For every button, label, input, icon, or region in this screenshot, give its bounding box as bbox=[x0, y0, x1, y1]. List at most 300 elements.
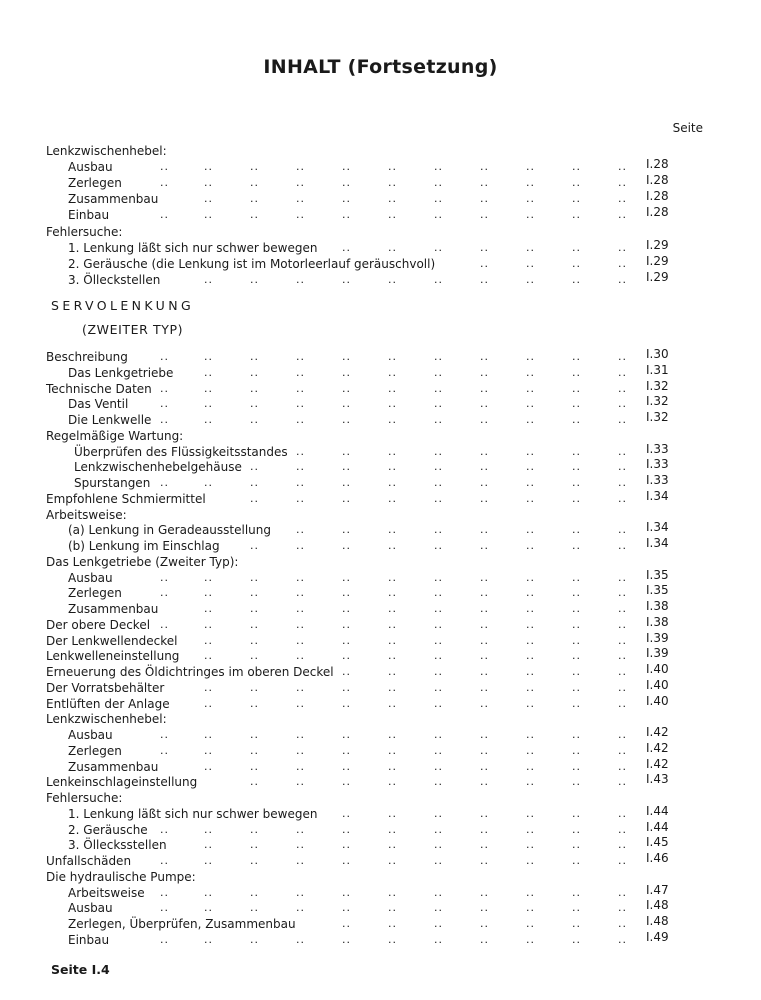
toc-entry-label: Unfallschäden bbox=[46, 854, 132, 868]
leader-dot: .. bbox=[434, 838, 443, 852]
leader-dot: .. bbox=[250, 460, 259, 474]
leader-dot: .. bbox=[342, 901, 351, 915]
toc-entry-label: Erneuerung des Öldichtringes im oberen Deckel bbox=[46, 665, 334, 679]
leader-dot: .. bbox=[250, 696, 259, 710]
leader-dot: .. bbox=[388, 413, 397, 426]
leader-dot: .. bbox=[526, 728, 535, 741]
leader-dot: .. bbox=[342, 728, 351, 741]
toc-page-number: I.40 bbox=[646, 677, 669, 692]
toc-entry-label: 1. Lenkung läßt sich nur schwer bewegen bbox=[68, 240, 318, 255]
leader-dot: .. bbox=[480, 381, 489, 395]
leader-dot: .. bbox=[572, 775, 581, 789]
leader-dot: .. bbox=[572, 256, 581, 270]
leader-dot: .. bbox=[434, 160, 443, 174]
leader-dot: .. bbox=[250, 822, 259, 836]
leader-dot: .. bbox=[572, 602, 581, 615]
leader-dot: .. bbox=[204, 476, 213, 489]
leader-dot: .. bbox=[342, 617, 351, 631]
toc-entry-label: Der obere Deckel bbox=[46, 617, 151, 632]
leader-dot: .. bbox=[618, 176, 627, 190]
leader-dot: .. bbox=[434, 854, 443, 867]
leader-dot: .. bbox=[204, 350, 213, 363]
leader-dot: .. bbox=[480, 822, 489, 836]
leader-dot: .. bbox=[250, 413, 259, 426]
leader-dot: .. bbox=[572, 649, 581, 663]
leader-dot: .. bbox=[572, 523, 581, 537]
leader-dot: .. bbox=[250, 932, 259, 946]
toc-page-number: I.32 bbox=[646, 378, 669, 393]
toc-entry-label: Lenkwelleneinstellung bbox=[46, 649, 180, 664]
leader-dot: .. bbox=[480, 539, 489, 552]
leader-dot: .. bbox=[160, 381, 169, 395]
leader-dot: .. bbox=[434, 460, 443, 474]
leader-dot: .. bbox=[160, 901, 169, 915]
toc-row bbox=[0, 853, 761, 869]
leader-dot: .. bbox=[572, 192, 581, 206]
leader-dot: .. bbox=[204, 413, 213, 426]
leader-dot: .. bbox=[250, 208, 259, 222]
leader-dot: .. bbox=[572, 240, 581, 254]
leader-dot: .. bbox=[572, 176, 581, 190]
leader-dot: .. bbox=[434, 680, 443, 694]
leader-dot: .. bbox=[296, 160, 305, 174]
leader-dot: .. bbox=[388, 649, 397, 663]
leader-dot: .. bbox=[434, 476, 443, 489]
leader-dot: .. bbox=[342, 806, 351, 820]
leader-dot: .. bbox=[434, 775, 443, 789]
leader-dot: .. bbox=[342, 208, 351, 222]
leader-dot: .. bbox=[388, 854, 397, 867]
leader-dot: .. bbox=[388, 208, 397, 222]
leader-dot: .. bbox=[388, 381, 397, 395]
leader-dot: .. bbox=[296, 838, 305, 852]
leader-dot: .. bbox=[296, 696, 305, 710]
leader-dot: .. bbox=[250, 491, 259, 505]
toc-entry-label: 2. Geräusche bbox=[68, 822, 148, 837]
toc-entry-label: Zerlegen, Überprüfen, Zusammenbau bbox=[68, 917, 296, 931]
leader-dot: .. bbox=[526, 413, 535, 426]
leader-dot: .. bbox=[434, 822, 443, 836]
toc-row bbox=[0, 774, 761, 790]
leader-dot: .. bbox=[160, 413, 169, 426]
leader-dot: .. bbox=[204, 617, 213, 631]
leader-dot: .. bbox=[296, 901, 305, 915]
leader-dot: .. bbox=[526, 256, 535, 270]
leader-dot: .. bbox=[618, 240, 627, 254]
leader-dot: .. bbox=[526, 602, 535, 615]
leader-dot: .. bbox=[250, 743, 259, 757]
leader-dot: .. bbox=[618, 901, 627, 915]
toc-page-number: I.28 bbox=[646, 189, 669, 204]
leader-dot: .. bbox=[250, 633, 259, 647]
leader-dot: .. bbox=[204, 901, 213, 915]
leader-dot: .. bbox=[388, 365, 397, 379]
leader-dot: .. bbox=[572, 854, 581, 867]
leader-dot: .. bbox=[480, 208, 489, 222]
toc-page-number: I.42 bbox=[646, 725, 669, 739]
leader-dot: .. bbox=[618, 838, 627, 852]
leader-dot: .. bbox=[160, 932, 169, 946]
leader-dot: .. bbox=[526, 397, 535, 411]
leader-dot: .. bbox=[480, 775, 489, 789]
leader-dot: .. bbox=[480, 680, 489, 694]
leader-dot: .. bbox=[434, 491, 443, 505]
leader-dot: .. bbox=[296, 932, 305, 946]
leader-dot: .. bbox=[618, 665, 627, 678]
leader-dot: .. bbox=[296, 649, 305, 663]
toc-entry-label: Lenkzwischenhebelgehäuse bbox=[74, 460, 242, 475]
leader-dot: .. bbox=[204, 649, 213, 663]
leader-dot: .. bbox=[204, 397, 213, 411]
leader-dot: .. bbox=[388, 192, 397, 206]
toc-row bbox=[0, 693, 761, 712]
leader-dot: .. bbox=[434, 176, 443, 190]
leader-dot: .. bbox=[342, 633, 351, 647]
leader-dot: .. bbox=[296, 728, 305, 741]
leader-dot: .. bbox=[250, 586, 259, 600]
leader-dot: .. bbox=[480, 838, 489, 852]
leader-dot: .. bbox=[526, 775, 535, 789]
toc-page-number: I.38 bbox=[646, 614, 669, 629]
leader-dot: .. bbox=[160, 176, 169, 190]
toc-entry-label: Zusammenbau bbox=[68, 192, 159, 207]
leader-dot: .. bbox=[342, 240, 351, 254]
leader-dot: .. bbox=[342, 539, 351, 552]
leader-dot: .. bbox=[618, 775, 627, 789]
leader-dot: .. bbox=[434, 649, 443, 663]
leader-dot: .. bbox=[250, 350, 259, 363]
leader-dot: .. bbox=[388, 775, 397, 789]
leader-dot: .. bbox=[480, 350, 489, 363]
leader-dot: .. bbox=[250, 649, 259, 663]
leader-dot: .. bbox=[526, 743, 535, 757]
leader-dot: .. bbox=[480, 160, 489, 174]
leader-dot: .. bbox=[480, 240, 489, 254]
leader-dot: .. bbox=[526, 523, 535, 537]
leader-dot: .. bbox=[342, 649, 351, 663]
leader-dot: .. bbox=[618, 696, 627, 710]
toc-entry-label: Die Lenkwelle bbox=[68, 413, 152, 427]
leader-dot: .. bbox=[388, 539, 397, 552]
leader-dot: .. bbox=[342, 381, 351, 395]
leader-dot: .. bbox=[480, 272, 489, 286]
toc-page-number: I.48 bbox=[646, 898, 669, 913]
leader-dot: .. bbox=[434, 617, 443, 631]
leader-dot: .. bbox=[526, 854, 535, 867]
leader-dot: .. bbox=[572, 617, 581, 631]
leader-dot: .. bbox=[572, 743, 581, 757]
leader-dot: .. bbox=[618, 192, 627, 206]
leader-dot: .. bbox=[480, 397, 489, 411]
leader-dot: .. bbox=[618, 397, 627, 411]
leader-dot: .. bbox=[572, 633, 581, 647]
leader-dot: .. bbox=[296, 350, 305, 363]
leader-dot: .. bbox=[434, 350, 443, 363]
leader-dot: .. bbox=[388, 586, 397, 600]
leader-dot: .. bbox=[388, 602, 397, 615]
page-title: INHALT (Fortsetzung) bbox=[263, 56, 498, 78]
leader-dot: .. bbox=[342, 696, 351, 710]
page-footer: Seite I.4 bbox=[51, 962, 110, 977]
toc-page-number: I.31 bbox=[646, 362, 669, 377]
toc-entry-label: Spurstangen bbox=[74, 476, 151, 490]
leader-dot: .. bbox=[618, 759, 627, 773]
leader-dot: .. bbox=[160, 350, 169, 363]
leader-dot: .. bbox=[204, 192, 213, 206]
leader-dot: .. bbox=[526, 633, 535, 647]
leader-dot: .. bbox=[618, 539, 627, 552]
leader-dot: .. bbox=[250, 838, 259, 852]
leader-dot: .. bbox=[342, 854, 351, 867]
toc-entry-label: Beschreibung bbox=[46, 350, 128, 364]
leader-dot: .. bbox=[480, 759, 489, 773]
toc-entry-label: Die hydraulische Pumpe: bbox=[46, 869, 196, 884]
leader-dot: .. bbox=[296, 365, 305, 379]
leader-dot: .. bbox=[572, 476, 581, 489]
leader-dot: .. bbox=[526, 838, 535, 852]
leader-dot: .. bbox=[388, 176, 397, 190]
toc-entry-label: (a) Lenkung in Geradeausstellung bbox=[68, 523, 271, 538]
leader-dot: .. bbox=[434, 586, 443, 600]
toc-page-number: I.39 bbox=[646, 630, 669, 645]
leader-dot: .. bbox=[388, 491, 397, 505]
leader-dot: .. bbox=[204, 272, 213, 286]
toc-entry-label: Arbeitsweise bbox=[68, 885, 145, 900]
leader-dot: .. bbox=[342, 885, 351, 899]
leader-dot: .. bbox=[296, 854, 305, 867]
leader-dot: .. bbox=[204, 759, 213, 773]
leader-dot: .. bbox=[480, 932, 489, 946]
leader-dot: .. bbox=[480, 901, 489, 915]
toc-page-number: I.28 bbox=[646, 157, 669, 172]
toc-page-number: I.49 bbox=[646, 929, 669, 944]
leader-dot: .. bbox=[480, 256, 489, 270]
leader-dot: .. bbox=[526, 491, 535, 505]
leader-dot: .. bbox=[480, 586, 489, 600]
leader-dot: .. bbox=[526, 539, 535, 552]
leader-dot: .. bbox=[250, 602, 259, 615]
toc-entry-label: Ausbau bbox=[68, 901, 113, 916]
leader-dot: .. bbox=[342, 491, 351, 505]
leader-dot: .. bbox=[434, 365, 443, 379]
leader-dot: .. bbox=[480, 649, 489, 663]
leader-dot: .. bbox=[526, 586, 535, 600]
leader-dot: .. bbox=[342, 743, 351, 757]
leader-dot: .. bbox=[204, 838, 213, 852]
leader-dot: .. bbox=[572, 932, 581, 946]
leader-dot: .. bbox=[618, 460, 627, 474]
leader-dot: .. bbox=[618, 806, 627, 820]
leader-dot: .. bbox=[342, 523, 351, 537]
leader-dot: .. bbox=[526, 444, 535, 458]
leader-dot: .. bbox=[296, 822, 305, 836]
leader-dot: .. bbox=[250, 381, 259, 395]
toc-page-number: I.40 bbox=[646, 693, 669, 708]
leader-dot: .. bbox=[434, 240, 443, 254]
leader-dot: .. bbox=[526, 240, 535, 254]
leader-dot: .. bbox=[296, 523, 305, 537]
leader-dot: .. bbox=[434, 743, 443, 757]
leader-dot: .. bbox=[526, 806, 535, 820]
leader-dot: .. bbox=[342, 272, 351, 286]
leader-dot: .. bbox=[618, 885, 627, 899]
toc-entry-label: Zerlegen bbox=[68, 586, 122, 601]
leader-dot: .. bbox=[480, 602, 489, 615]
leader-dot: .. bbox=[342, 476, 351, 489]
leader-dot: .. bbox=[618, 743, 627, 757]
toc-entry-label: 3. Ölleckstellen bbox=[68, 272, 161, 287]
leader-dot: .. bbox=[250, 192, 259, 206]
leader-dot: .. bbox=[526, 759, 535, 773]
leader-dot: .. bbox=[250, 854, 259, 867]
leader-dot: .. bbox=[434, 208, 443, 222]
toc-page-number: I.42 bbox=[646, 756, 669, 771]
leader-dot: .. bbox=[572, 397, 581, 411]
leader-dot: .. bbox=[160, 586, 169, 600]
leader-dot: .. bbox=[572, 570, 581, 584]
toc-page-number: I.32 bbox=[646, 394, 669, 409]
leader-dot: .. bbox=[618, 350, 627, 363]
leader-dot: .. bbox=[388, 272, 397, 286]
leader-dot: .. bbox=[480, 413, 489, 426]
leader-dot: .. bbox=[434, 570, 443, 584]
leader-dot: .. bbox=[480, 885, 489, 899]
leader-dot: .. bbox=[204, 743, 213, 757]
leader-dot: .. bbox=[434, 728, 443, 741]
leader-dot: .. bbox=[572, 539, 581, 552]
leader-dot: .. bbox=[296, 413, 305, 426]
leader-dot: .. bbox=[296, 743, 305, 757]
toc-page-number: I.43 bbox=[646, 772, 669, 787]
toc-entry-label: Arbeitsweise: bbox=[46, 507, 127, 522]
leader-dot: .. bbox=[480, 917, 489, 930]
leader-dot: .. bbox=[296, 885, 305, 899]
leader-dot: .. bbox=[342, 160, 351, 174]
leader-dot: .. bbox=[296, 381, 305, 395]
leader-dot: .. bbox=[160, 743, 169, 757]
toc-page-number: I.32 bbox=[646, 410, 669, 424]
leader-dot: .. bbox=[434, 381, 443, 395]
leader-dot: .. bbox=[204, 728, 213, 741]
leader-dot: .. bbox=[204, 680, 213, 694]
leader-dot: .. bbox=[434, 885, 443, 899]
toc-entry-label: 2. Geräusche (die Lenkung ist im Motorleerlauf geräuschvoll) bbox=[68, 256, 436, 271]
leader-dot: .. bbox=[160, 728, 169, 741]
leader-dot: .. bbox=[388, 932, 397, 946]
leader-dot: .. bbox=[480, 491, 489, 505]
leader-dot: .. bbox=[572, 759, 581, 773]
leader-dot: .. bbox=[572, 413, 581, 426]
toc-page-number: I.35 bbox=[646, 583, 669, 598]
toc-page-number: I.38 bbox=[646, 599, 669, 613]
leader-dot: .. bbox=[296, 460, 305, 474]
toc-page-number: I.29 bbox=[646, 253, 669, 268]
toc-page-number: I.48 bbox=[646, 914, 669, 928]
leader-dot: .. bbox=[296, 586, 305, 600]
leader-dot: .. bbox=[250, 397, 259, 411]
toc-entry-label: Fehlersuche: bbox=[46, 791, 123, 805]
leader-dot: .. bbox=[388, 917, 397, 930]
leader-dot: .. bbox=[526, 192, 535, 206]
leader-dot: .. bbox=[388, 822, 397, 836]
leader-dot: .. bbox=[572, 680, 581, 694]
leader-dot: .. bbox=[526, 476, 535, 489]
toc-entry-label: Zusammenbau bbox=[68, 759, 159, 774]
leader-dot: .. bbox=[388, 901, 397, 915]
leader-dot: .. bbox=[480, 444, 489, 458]
leader-dot: .. bbox=[296, 192, 305, 206]
leader-dot: .. bbox=[572, 838, 581, 852]
leader-dot: .. bbox=[342, 365, 351, 379]
leader-dot: .. bbox=[296, 775, 305, 789]
toc-page-number: I.29 bbox=[646, 237, 669, 252]
leader-dot: .. bbox=[618, 822, 627, 836]
leader-dot: .. bbox=[250, 901, 259, 915]
leader-dot: .. bbox=[342, 460, 351, 474]
leader-dot: .. bbox=[342, 192, 351, 206]
leader-dot: .. bbox=[526, 365, 535, 379]
toc-entry-label: Entlüften der Anlage bbox=[46, 696, 170, 711]
section-subheading: (ZWEITER TYP) bbox=[82, 322, 184, 337]
leader-dot: .. bbox=[434, 413, 443, 426]
toc-page-number: I.45 bbox=[646, 835, 669, 850]
leader-dot: .. bbox=[296, 617, 305, 631]
leader-dot: .. bbox=[342, 444, 351, 458]
leader-dot: .. bbox=[160, 397, 169, 411]
leader-dot: .. bbox=[618, 570, 627, 584]
leader-dot: .. bbox=[250, 365, 259, 379]
leader-dot: .. bbox=[572, 381, 581, 395]
leader-dot: .. bbox=[572, 917, 581, 930]
leader-dot: .. bbox=[296, 444, 305, 458]
leader-dot: .. bbox=[572, 696, 581, 710]
leader-dot: .. bbox=[526, 350, 535, 363]
leader-dot: .. bbox=[434, 759, 443, 773]
toc-page-number: I.29 bbox=[646, 269, 669, 284]
leader-dot: .. bbox=[204, 696, 213, 710]
leader-dot: .. bbox=[388, 444, 397, 458]
leader-dot: .. bbox=[342, 822, 351, 836]
toc-entry-label: Empfohlene Schmiermittel bbox=[46, 491, 206, 506]
toc-entry-label: Einbau bbox=[68, 208, 110, 223]
leader-dot: .. bbox=[480, 460, 489, 474]
leader-dot: .. bbox=[388, 806, 397, 820]
leader-dot: .. bbox=[250, 885, 259, 899]
leader-dot: .. bbox=[618, 728, 627, 741]
toc-page-number: I.44 bbox=[646, 803, 669, 818]
leader-dot: .. bbox=[204, 176, 213, 190]
leader-dot: .. bbox=[250, 759, 259, 773]
leader-dot: .. bbox=[204, 365, 213, 379]
leader-dot: .. bbox=[204, 160, 213, 174]
leader-dot: .. bbox=[618, 523, 627, 537]
leader-dot: .. bbox=[250, 775, 259, 789]
toc-entry-label: 3. Öllecksstellen bbox=[68, 838, 167, 853]
leader-dot: .. bbox=[572, 444, 581, 458]
leader-dot: .. bbox=[388, 680, 397, 694]
toc-entry-label: Zerlegen bbox=[68, 743, 122, 758]
leader-dot: .. bbox=[388, 885, 397, 899]
toc-entry-label: Technische Daten bbox=[46, 381, 152, 396]
leader-dot: .. bbox=[526, 176, 535, 190]
leader-dot: .. bbox=[388, 476, 397, 489]
leader-dot: .. bbox=[342, 176, 351, 190]
leader-dot: .. bbox=[296, 570, 305, 584]
leader-dot: .. bbox=[618, 208, 627, 222]
leader-dot: .. bbox=[618, 680, 627, 694]
toc-entry-label: Der Lenkwellendeckel bbox=[46, 633, 178, 648]
leader-dot: .. bbox=[342, 680, 351, 694]
